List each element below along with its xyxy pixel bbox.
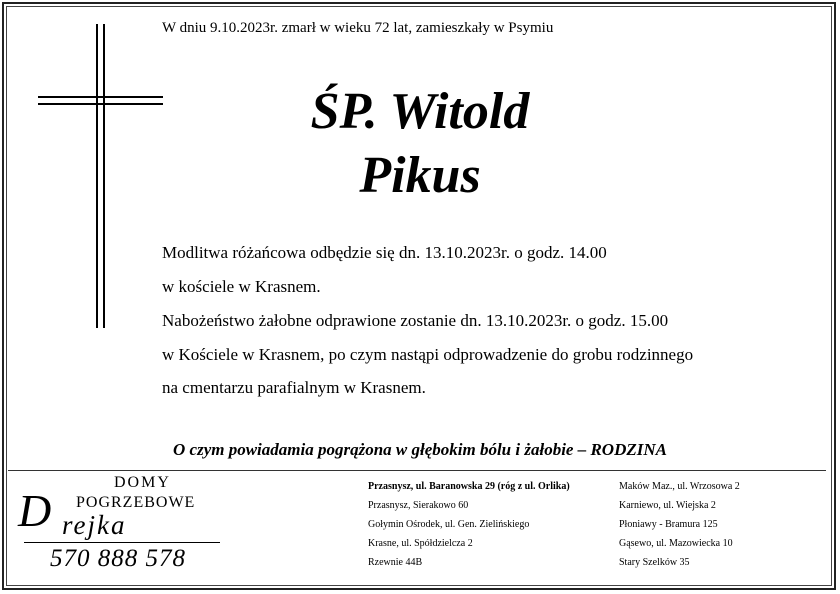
closing-text: O czym powiadamia pogrążona w głębokim bólu i żałobie – RODZINA xyxy=(173,440,667,459)
logo-phone: 570 888 578 xyxy=(50,545,186,572)
address-item: Gołymin Ośrodek, ul. Gen. Zielińskiego xyxy=(368,519,530,530)
body-line: w kościele w Krasnem. xyxy=(162,277,321,296)
address-item: Przasnysz, Sierakowo 60 xyxy=(368,500,469,511)
body-line: w Kościele w Krasnem, po czym nastąpi odprowadzenie do grobu rodzinnego xyxy=(162,345,694,364)
address-item: Rzewnie 44B xyxy=(368,557,423,568)
logo-initial: D xyxy=(18,485,52,536)
logo-name: rejka xyxy=(62,510,127,540)
address-item: Płoniawy - Bramura 125 xyxy=(619,519,718,530)
body-line: Nabożeństwo żałobne odprawione zostanie dn. 13.10.2023r. o godz. 15.00 xyxy=(162,311,669,330)
body-line: na cmentarzu parafialnym w Krasnem. xyxy=(162,378,426,397)
address-item: Karniewo, ul. Wiejska 2 xyxy=(619,500,716,511)
address-item: Przasnysz, ul. Baranowska 29 (róg z ul. Orlika) xyxy=(368,481,570,492)
address-item: Krasne, ul. Spółdzielcza 2 xyxy=(368,538,473,549)
address-item: Gąsewo, ul. Mazowiecka 10 xyxy=(619,538,733,549)
deceased-name-line1: ŚP. Witold xyxy=(310,83,530,140)
logo-pogrzebowe: POGRZEBOWE xyxy=(76,494,196,511)
body-line: Modlitwa różańcowa odbędzie się dn. 13.10.2023r. o godz. 14.00 xyxy=(162,243,607,262)
footer-divider xyxy=(8,470,826,471)
logo-domy: DOMY xyxy=(114,474,171,491)
logo-rule xyxy=(24,542,220,543)
intro-text: W dniu 9.10.2023r. zmarł w wieku 72 lat, zamieszkały w Psymiu xyxy=(162,20,554,36)
address-item: Maków Maz., ul. Wrzosowa 2 xyxy=(619,481,740,492)
address-item: Stary Szelków 35 xyxy=(619,557,690,568)
deceased-name-line2: Pikus xyxy=(359,147,481,204)
